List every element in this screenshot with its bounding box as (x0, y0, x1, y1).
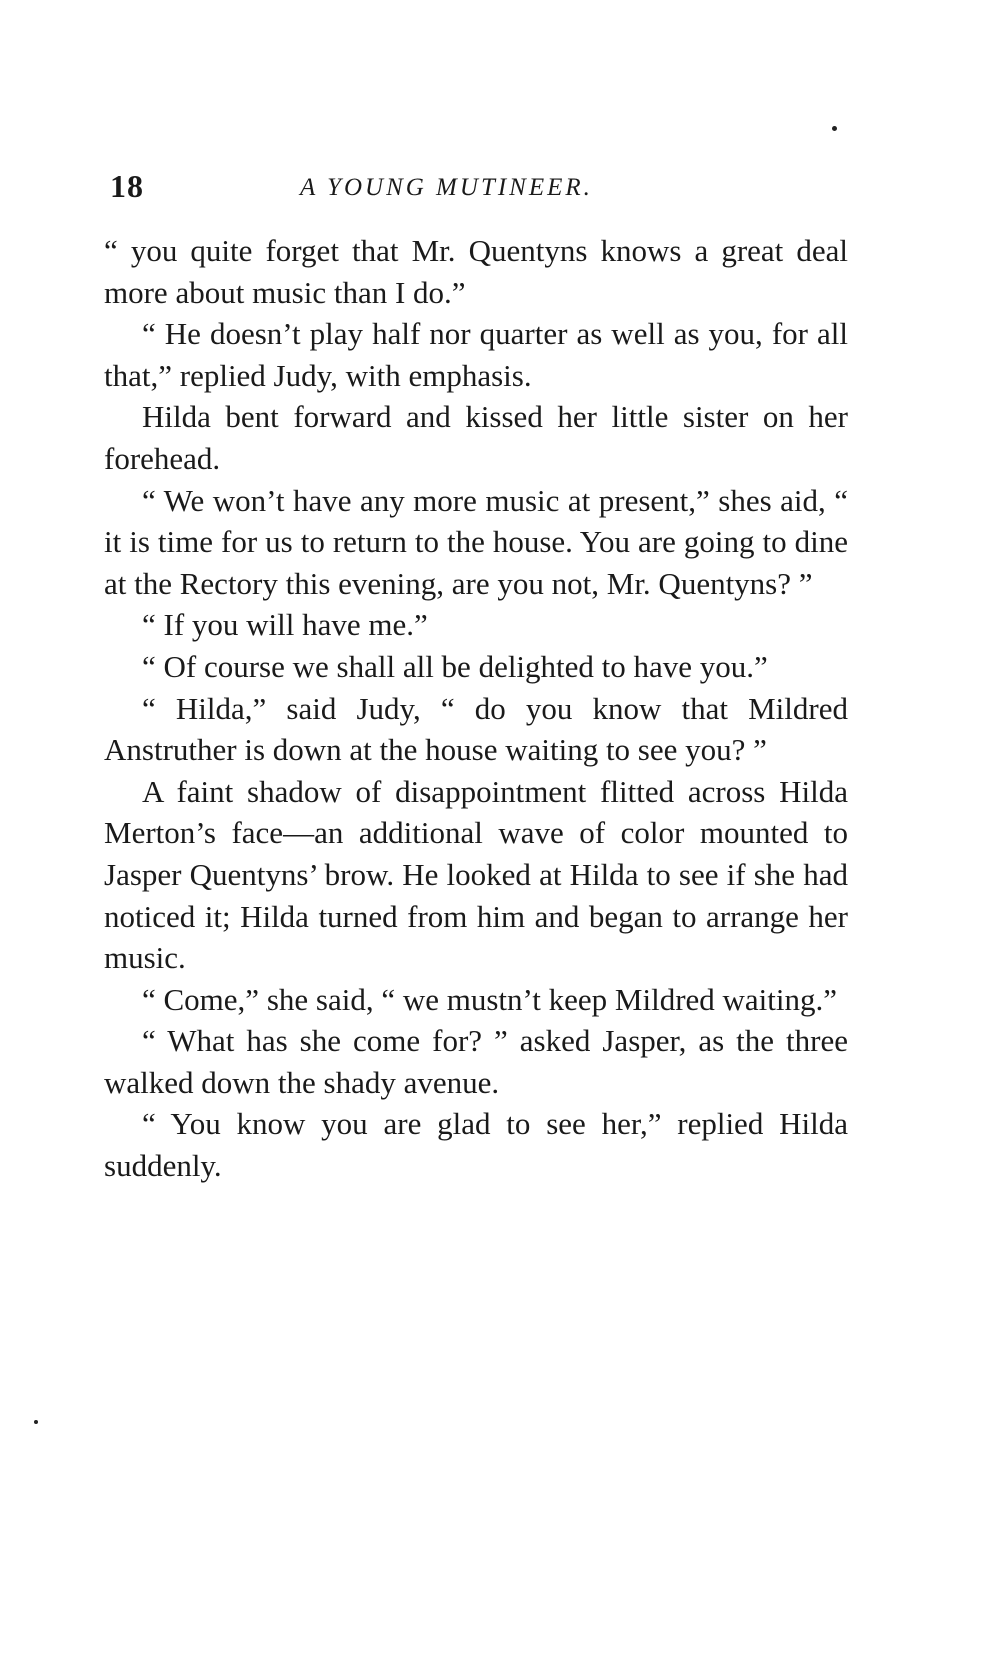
paragraph: “ You know you are glad to see her,” replied Hilda suddenly. (104, 1106, 848, 1184)
paragraph: “ He doesn’t play half nor quarter as well as you, for all that,” replied Judy, with emphasis. (104, 316, 848, 393)
paragraph: “ If you will have me.” (142, 607, 428, 643)
page-number: 18 (110, 168, 144, 204)
running-title: A YOUNG MUTINEER. (300, 174, 593, 201)
paragraph: “ Come,” she said, “ we mustn’t keep Mildred waiting.” (142, 981, 838, 1017)
paragraph: “ We won’t have any more music at present,” shes aid, “ it is time for us to return to the house. You are going to dine at the Rectory this evening, are you not, Mr. Quentyns? ” (104, 482, 848, 601)
paragraph: “ you quite forget that Mr. Quentyns knows a great deal more about music than I do.” (104, 233, 848, 310)
paragraph: “ What has she come for? ” asked Jasper, as the three walked down the shady avenue. (104, 1023, 848, 1100)
paragraph: A faint shadow of disappointment flitted across Hilda Merton’s face—an additional wave of color mounted to Jasper Quentyns’ brow. He looked at Hilda to see if she had noticed it; Hilda turned from him and began to arrange her music. (104, 773, 848, 976)
paragraph: Hilda bent forward and kissed her little sister on her forehead. (104, 399, 848, 476)
page-header (110, 168, 850, 208)
paragraph: “ Of course we shall all be delighted to have you.” (142, 648, 768, 684)
ink-speck (832, 126, 837, 131)
paragraph: “ Hilda,” said Judy, “ do you know that Mildred Anstruther is down at the house waiting to see you? ” (104, 690, 848, 768)
ink-speck (34, 1420, 38, 1424)
body-text (104, 230, 848, 1187)
